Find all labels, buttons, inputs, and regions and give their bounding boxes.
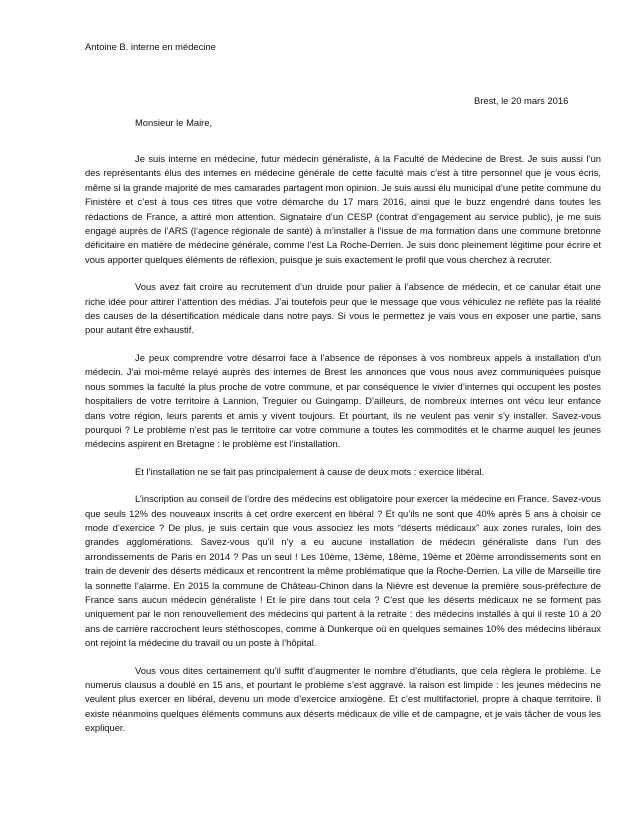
letter-body [85,152,601,749]
letter-paragraph-3: Je peux comprendre votre désarroi face à l’absence de réponses à vos nombreux appels à installation d’un médecin. J’ai moi-même relayé auprès des internes de Brest les annonces que vous nous avez communiquées puisque nous sommes la faculté la plus proche de votre commune, et par conséquence le vivier d’internes qui occupent les postes hospitaliers de votre territoire à Lannion, Treguier ou Guingamp. D’ailleurs, de nombreux internes ont vécu leur enfance dans votre région, leurs parents et amis y vivent toujours. Et pourtant, ils ne veulent pas venir s’y installer. Savez-vous pourquoi ? Le problème n’est pas le territoire car votre commune a toutes les commodités et le charme auquel les jeunes médecins aspirent en Bretagne : le problème est l’installation. [85,351,601,450]
letter-salutation: Monsieur le Maire, [135,117,213,128]
letter-paragraph-5: L’inscription au conseil de l’ordre des médecins est obligatoire pour exercer la médecine en France. Savez-vous que seuls 12% des nouveaux inscrits à cet ordre exercent en libéral ? Et qu’ils ne sont que 40% après 5 ans à choisir ce mode d’exercice ? De plus, je suis certain que vous associez les mots “déserts médicaux” aux zones rurales, loin des grandes agglomérations. Savez-vous qu’il n’y a eu aucune installation de médecin généraliste dans l’un des arrondissements de Paris en 2014 ? Pas un seul ! Les 10ème, 13ème, 18ème, 19ème et 20ème arrondissements sont en train de devenir des déserts médicaux et rencontrent la même problématique que la Roche-Derrien. La ville de Marseille tire la sonnette l’alarme. En 2015 la commune de Château-Chinon dans la Nièvre est devenue la première sous-préfecture de France sans aucun médecin généraliste ! Et le pire dans tout cela ? C’est que les déserts médicaux ne se forment pas uniquement par le non renouvellement des médecins qui partent à la retraite : des médecins installés à qui il reste 10 à 20 ans de carrière raccrochent leurs stéthoscopes, comme à Dunkerque où en quelques semaines 10% des médecins libéraux ont rejoint la médecine du travail ou un poste à l’hôpital. [85,493,601,649]
letter-paragraph-2: Vous avez fait croire au recrutement d’un druide pour palier à l’absence de médecin, et ce canular était une riche idée pour attirer l’attention des médias. J’ai toutefois peur que le message que vous véhiculez ne reflète pas la réalité des causes de la désertification médicale dans notre pays. Si vous le permettez je vais vous en exposer une partie, sans pour autant être exhaustif. [85,281,601,336]
letter-paragraph-6: Vous vous dites certainement qu’il suffit d’augmenter le nombre d’étudiants, que cela règlera le problème. Le numerus clausus a doublé en 15 ans, et pourtant le problème s’est aggravé. la raison est limpide : les jeunes médecins ne veulent plus exercer en libéral, devenu un mode d’exercice anxiogène. Et c’est multifactoriel, propre à chaque territoire. Il existe néanmoins quelques éléments communs aux déserts médicaux de ville et de campagne, et je vais tâcher de vous les expliquer. [85,664,601,734]
letter-place-date: Brest, le 20 mars 2016 [474,95,569,106]
letter-paragraph-1: Je suis interne en médecine, futur médecin généraliste, à la Faculté de Médecine de Brest. Je suis aussi l’un des représentants élus des internes en médecine générale de cette faculté mais c’est à titre personnel que je vous écris, même si la grande majorité de mes camarades partagent mon opinion. Je suis aussi élu municipal d’une petite commune du Finistère et c’est à tous ces titres que votre démarche du 17 mars 2016, ainsi que le buzz engendré dans toutes les rédactions de France, a attiré mon attention. Signataire d’un CESP (contrat d’engagement au service public), je me suis engagé auprès de l’ARS (l’agence régionale de santé) à m’installer à l’issue de ma formation dans une commune bretonne déficitaire en matière de médecine générale, comme l’est La Roche-Derrien. Je suis donc pleinement légitime pour écrire et vous apporter quelques éléments de réflexion, puisque je suis exactement le profil que vous cherchez à recruter. [85,153,601,265]
letter-paragraph-4: Et l’installation ne se fait pas principalement à cause de deux mots : exercice libéral. [135,465,485,477]
letter-author: Antoine B. interne en médecine [85,41,216,52]
